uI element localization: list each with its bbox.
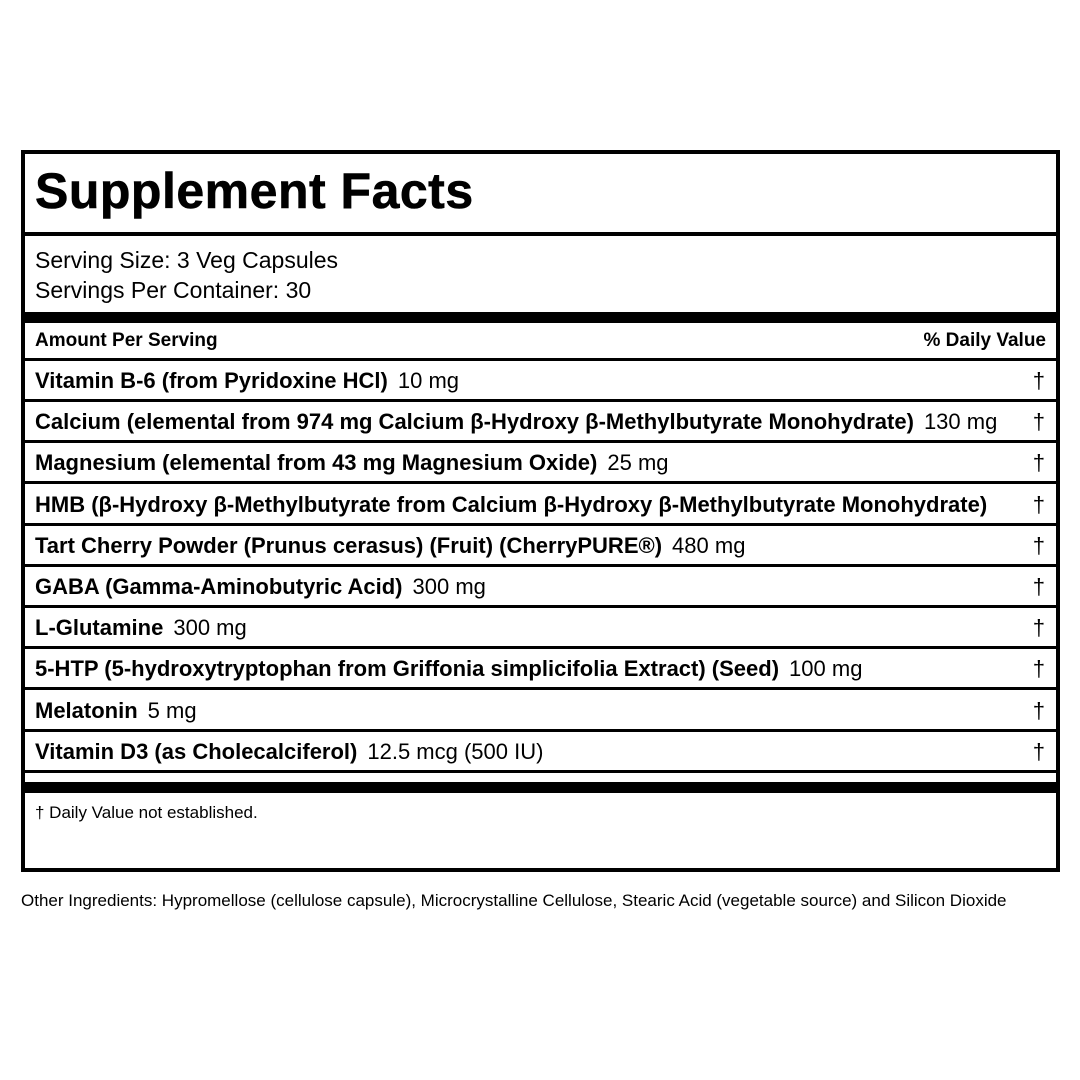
daily-value-dagger: † [1032,615,1045,641]
nutrient-amount: 130 mg [923,409,998,435]
nutrient-name: Vitamin B-6 (from Pyridoxine HCl) [35,368,388,393]
row-divider [25,770,1056,773]
nutrient-name: HMB (β-Hydroxy β-Methylbutyrate from Calcium β-Hydroxy β-Methylbutyrate Monohydrate) [35,491,988,517]
thick-divider-top [25,312,1056,323]
title-divider [25,232,1056,236]
nutrient-amount: 10 mg [397,368,460,393]
serving-size: Serving Size: 3 Veg Capsules [35,247,339,273]
nutrient-name: Melatonin [35,697,138,723]
thick-divider-bottom [25,782,1056,793]
nutrient-name: GABA (Gamma-Aminobutyric Acid) [35,574,403,599]
nutrient-amount: 25 mg [607,450,669,476]
nutrient-line [35,658,862,680]
nutrient-line [35,491,988,517]
daily-value-dagger: † [1032,532,1045,558]
daily-value-header: % Daily Value [923,330,1046,351]
nutrient-name: 5-HTP (5-hydroxytryptophan from Griffonia simplicifolia Extract) (Seed) [35,656,780,682]
nutrient-name: Calcium (elemental from 974 mg Calcium β-Hydroxy β-Methylbutyrate Monohydrate) [35,409,914,435]
nutrient-line [35,532,746,558]
nutrient-line [35,697,197,723]
nutrient-line [35,576,486,598]
nutrient-amount: 100 mg [789,656,863,682]
servings-per-container: Servings Per Container: 30 [35,277,312,303]
nutrient-line [35,738,544,764]
supplement-facts-panel [21,150,1060,872]
nutrient-row [25,567,1056,608]
nutrient-row [25,649,1056,690]
daily-value-dagger: † [1032,738,1045,764]
nutrient-name: Vitamin D3 (as Cholecalciferol) [35,738,358,764]
amount-per-serving-header: Amount Per Serving [35,330,218,351]
daily-value-dagger: † [1032,574,1045,599]
footnote: † Daily Value not established. [35,803,258,822]
nutrient-amount: 12.5 mcg (500 IU) [367,738,544,764]
nutrient-amount: 300 mg [173,615,247,641]
nutrient-row [25,732,1056,773]
nutrient-amount: 480 mg [672,532,746,558]
nutrient-row [25,402,1056,443]
nutrient-row [25,526,1056,567]
nutrient-row [25,443,1056,484]
other-ingredients: Other Ingredients: Hypromellose (cellulose capsule), Microcrystalline Cellulose, Stearic Acid (vegetable source) and Silicon Dioxide [21,891,1007,910]
daily-value-dagger: † [1032,656,1045,682]
nutrient-line [35,452,669,474]
nutrient-name: L-Glutamine [35,615,164,641]
nutrient-line [35,617,247,639]
panel-title: Supplement Facts [35,163,474,219]
nutrient-row [25,485,1056,526]
daily-value-dagger: † [1032,697,1045,723]
daily-value-dagger: † [1032,409,1045,435]
nutrient-line [35,411,997,433]
nutrient-row [25,608,1056,649]
daily-value-dagger: † [1032,450,1045,476]
nutrient-row [25,361,1056,402]
nutrient-name: Tart Cherry Powder (Prunus cerasus) (Fruit) (CherryPURE®) [35,532,663,558]
nutrient-line [35,370,459,392]
nutrient-amount: 5 mg [147,697,197,723]
nutrient-row [25,691,1056,732]
daily-value-dagger: † [1032,491,1045,517]
daily-value-dagger: † [1032,368,1045,393]
nutrient-name: Magnesium (elemental from 43 mg Magnesium Oxide) [35,450,598,476]
nutrient-amount: 300 mg [412,574,486,599]
